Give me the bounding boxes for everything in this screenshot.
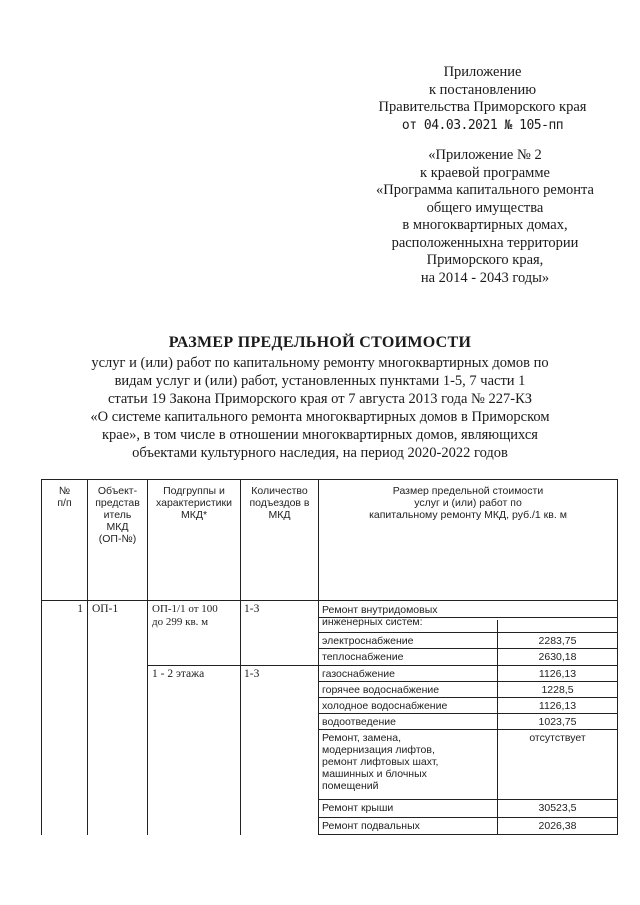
item-value: 30523,5	[538, 802, 577, 814]
header-subgroups: Подгруппы и характеристики МКД*	[156, 485, 232, 521]
appendix-program-line: «Приложение № 2	[428, 147, 542, 163]
item-name: электроснабжение	[322, 635, 414, 647]
appendix-program-line: Приморского края,	[426, 252, 544, 268]
item-name: газоснабжение	[322, 668, 396, 680]
item-value: 2630,18	[538, 651, 577, 663]
appendix-header-line: Правительства Приморского края	[378, 99, 587, 115]
item-name: теплоснабжение	[322, 651, 404, 663]
entrances-count: 1-3	[244, 668, 260, 680]
object-code: ОП-1	[92, 603, 119, 615]
document-title	[90, 334, 550, 462]
appendix-program	[360, 147, 610, 287]
header-cost: Размер предельной стоимости услуг и (или) работ по капитальному ремонту МКД, руб./1 кв. м	[369, 485, 567, 521]
appendix-header-line: Приложение	[443, 64, 522, 80]
row-number: 1	[77, 603, 83, 615]
item-name: Ремонт подвальных	[322, 820, 420, 832]
item-value: 2026,38	[538, 820, 577, 832]
appendix-program-line: в многоквартирных домах,	[402, 217, 568, 233]
item-name: Ремонт крыши	[322, 802, 394, 814]
header-entrances: Количество подъездов в МКД	[249, 485, 310, 521]
appendix-program-line: общего имущества	[426, 199, 544, 216]
item-value: 1228,5	[541, 684, 574, 696]
appendix-header	[375, 64, 590, 134]
subgroup-floors: 1 - 2 этажа	[152, 668, 205, 680]
item-value: 1126,13	[538, 668, 577, 680]
item-name: холодное водоснабжение	[322, 700, 448, 712]
header-number: № п/п	[57, 485, 72, 509]
item-name: горячее водоснабжение	[322, 684, 440, 696]
title-subline: услуг и (или) работ по капитальному ремонту многоквартирных домов по	[91, 355, 549, 371]
item-name: водоотведение	[322, 716, 396, 728]
appendix-program-line: расположенныхна территории	[391, 234, 579, 251]
item-value: 2283,75	[538, 635, 577, 647]
section-label: Ремонт внутридомовых инженерных систем:	[322, 604, 438, 628]
appendix-program-line: на 2014 - 2043 годы»	[420, 269, 550, 286]
title-subline: видам услуг и (или) работ, установленных пунктами 1-5, 7 части 1	[114, 373, 526, 389]
appendix-program-line: «Программа капитального ремонта	[376, 182, 594, 198]
appendix-program-line: к краевой программе	[420, 164, 550, 181]
cost-table	[41, 479, 618, 835]
resolution-date-number: от 04.03.2021 № 105-пп	[401, 117, 564, 133]
entrances-count: 1-3	[244, 603, 260, 615]
title-subline: «О системе капитального ремонта многоквартирных домов в Приморском	[90, 409, 550, 425]
page-title: РАЗМЕР ПРЕДЕЛЬНОЙ СТОИМОСТИ	[168, 334, 472, 351]
item-value: отсутствует	[529, 732, 586, 744]
subgroup-area: ОП-1/1 от 100 до 299 кв. м	[152, 603, 218, 628]
title-subline: статьи 19 Закона Приморского края от 7 августа 2013 года № 227-КЗ	[107, 391, 533, 407]
item-name: Ремонт, замена, модернизация лифтов, ремонт лифтовых шахт, машинных и блочных помещений	[322, 732, 439, 792]
appendix-header-line: к постановлению	[428, 81, 537, 98]
title-subline: крае», в том числе в отношении многоквартирных домов, являющихся	[102, 427, 538, 443]
title-subline: объектами культурного наследия, на период 2020-2022 годов	[132, 445, 508, 461]
item-value: 1126,13	[538, 700, 577, 712]
header-object: Объект- представ итель МКД (ОП-№)	[95, 485, 140, 545]
item-value: 1023,75	[538, 716, 577, 728]
